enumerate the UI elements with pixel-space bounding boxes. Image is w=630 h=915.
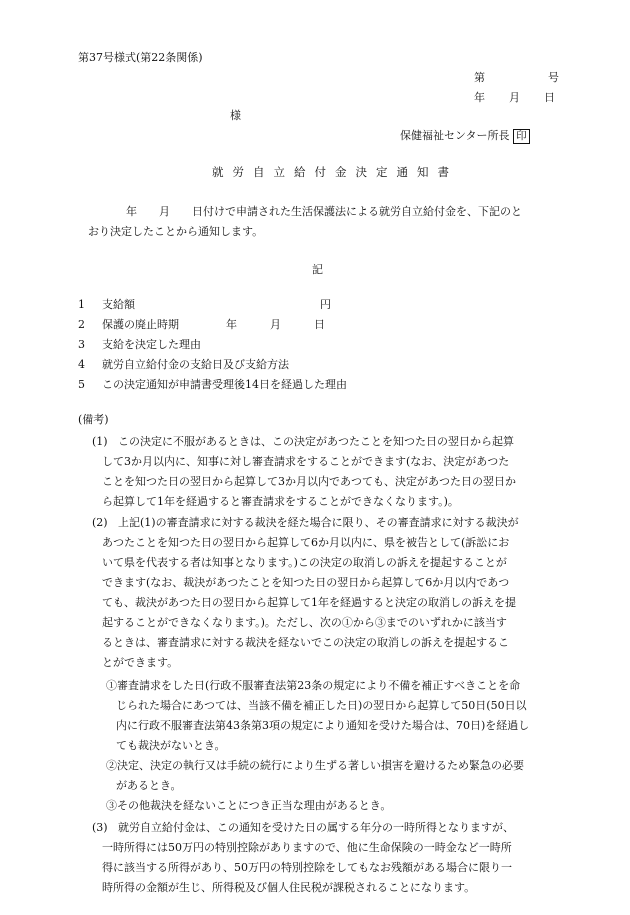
note-2-line: できます(なお、裁決があつたことを知つた日の翌日から起算して6か月以内であつ: [102, 576, 510, 589]
item-1: [78, 299, 135, 310]
note-2-line: ても、裁決があつた日の翌日から起算して1年を経過すると決定の取消しの訴えを提: [102, 596, 516, 609]
note-2-number: (2): [92, 516, 108, 529]
notes-header: (備考): [78, 413, 109, 426]
note-2-line: あつたことを知つた日の翌日から起算して6か月以内に、県を被告として(訴訟にお: [102, 536, 510, 549]
note-1-number: (1): [92, 435, 108, 448]
note-3-line: 得に該当する所得があり、50万円の特別控除をしてもなお残額がある場合に限り一: [102, 861, 512, 874]
note-3-line: 一時所得には50万円の特別控除がありますので、他に生命保険の一時金など一時所: [102, 841, 512, 854]
item-3: [78, 339, 201, 350]
document-title: 就労自立給付金決定通知書: [212, 165, 458, 179]
note-2-line: とができます。: [102, 656, 179, 669]
note-2-line: 起することができなくなります。)。ただし、次の①から③までのいずれかに該当す: [102, 616, 507, 629]
item-1-unit: 円: [320, 298, 331, 311]
sub-1-line: ても裁決がないとき。: [116, 739, 226, 752]
item-2: [78, 319, 179, 330]
seal-mark: 印: [513, 129, 530, 144]
intro-line-1: 年 月 日付けで申請された生活保護法による就労自立給付金を、下記のと: [126, 205, 522, 218]
item-number: 4: [78, 358, 85, 371]
date-month: 月: [509, 91, 520, 104]
date-year: 年: [474, 91, 485, 104]
number-prefix: 第: [474, 71, 485, 84]
note-1-line: して3か月以内に、知事に対し審査請求をすることができます(なお、決定があつた: [102, 455, 510, 468]
sub-1-line: ①審査請求をした日(行政不服審査法第23条の規定により不備を補正すべきことを命: [106, 679, 521, 692]
note-2-line: るときは、審査請求に対する裁決を経ないでこの決定の取消しの訴えを提起するこ: [102, 636, 509, 649]
issuer: [400, 129, 530, 144]
ki-marker: 記: [312, 263, 323, 276]
item-number: 2: [78, 318, 85, 331]
number-suffix: 号: [548, 71, 559, 84]
issuer-name: 保健福祉センター所長: [400, 129, 510, 142]
sub-3-line: ③その他裁決を経ないことにつき正当な理由があるとき。: [106, 799, 392, 812]
item-number: 3: [78, 338, 85, 351]
recipient-suffix: 様: [230, 109, 241, 122]
sub-2-line: があるとき。: [116, 779, 182, 792]
note-3-line: 時所得の金額が生じ、所得税及び個人住民税が課税されることになります。: [102, 881, 476, 894]
note-2-line: いて県を代表する者は知事となります。)この決定の取消しの訴えを提起することが: [102, 556, 507, 569]
form-label: 第37号様式(第22条関係): [78, 51, 203, 64]
intro-line-2: おり決定したことから通知します。: [88, 225, 264, 238]
note-3-number: (3): [92, 821, 108, 834]
item-number: 1: [78, 298, 85, 311]
date-day: 日: [544, 91, 555, 104]
item-number: 5: [78, 378, 85, 391]
sub-2-line: ②決定、決定の執行又は手続の続行により生ずる著しい損害を避けるため緊急の必要: [106, 759, 524, 772]
item-label: 支給額: [102, 298, 135, 311]
note-1-line: ことを知つた日の翌日から起算して3か月以内であつても、決定があつた日の翌日か: [102, 475, 516, 488]
item-label: 就労自立給付金の支給日及び支給方法: [102, 358, 289, 371]
item-2-date: 年 月 日: [226, 318, 325, 331]
sub-1-line: じられた場合にあつては、当該不備を補正した日)の翌日から起算して50日(50日以: [116, 699, 527, 712]
note-3-line: 就労自立給付金は、この通知を受けた日の属する年分の一時所得となりますが、: [118, 821, 514, 834]
note-1-line: ら起算して1年を経過すると審査請求をすることができなくなります。)。: [102, 495, 459, 508]
item-label: 支給を決定した理由: [102, 338, 201, 351]
note-2-line: 上記(1)の審査請求に対する裁決を経た場合に限り、その審査請求に対する裁決が: [118, 516, 519, 529]
item-5: [78, 379, 347, 390]
note-1-line: この決定に不服があるときは、この決定があつたことを知つた日の翌日から起算: [118, 435, 514, 448]
sub-1-line: 内に行政不服審査法第43条第3項の規定により通知を受けた場合は、70日)を経過し: [116, 719, 530, 732]
item-4: [78, 359, 289, 370]
item-label: 保護の廃止時期: [102, 318, 179, 331]
item-label: この決定通知が申請書受理後14日を経過した理由: [102, 378, 347, 391]
